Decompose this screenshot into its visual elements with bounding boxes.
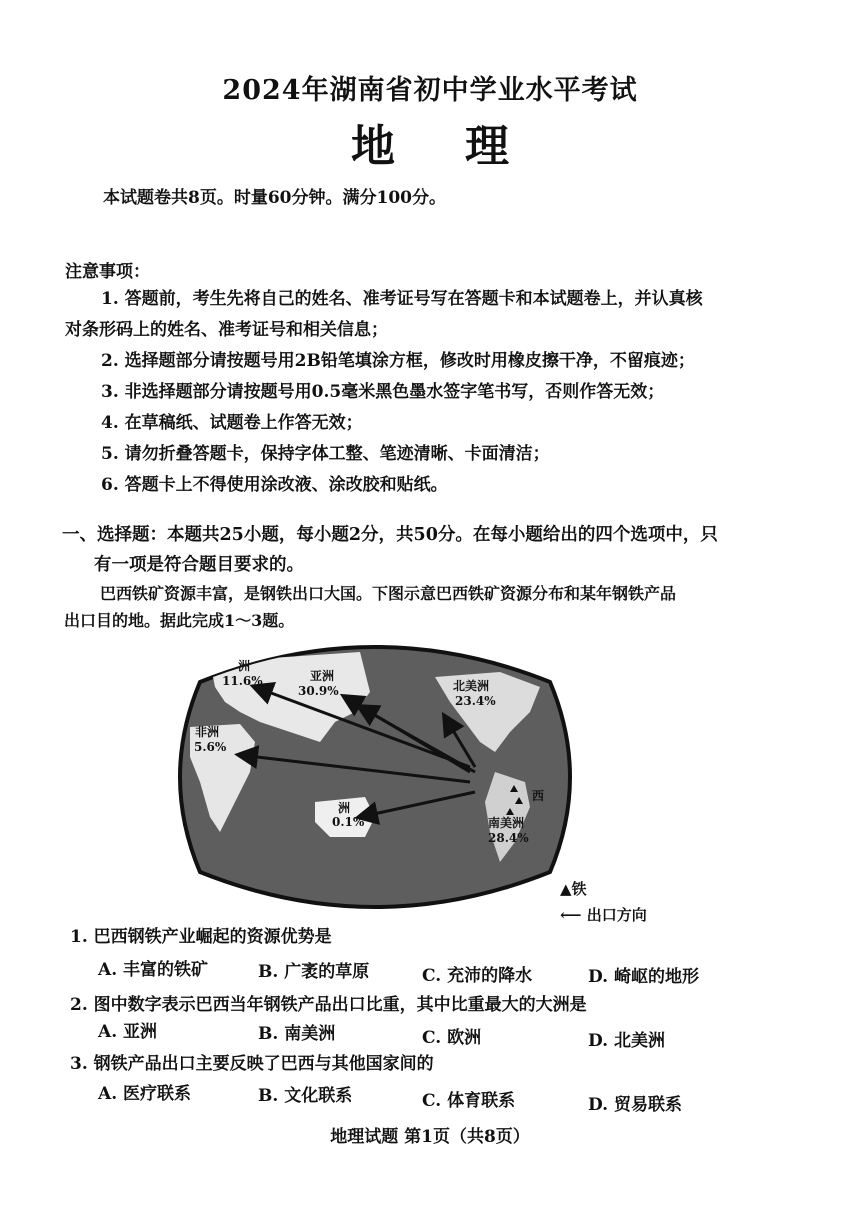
question-stem: 1. 巴西钢铁产业崛起的资源优势是 (70, 927, 332, 947)
notice-item: 5. 请勿折叠答题卡，保持字体工整、笔迹清晰、卡面清洁； (101, 444, 550, 464)
label-oceania: 洲 (338, 801, 351, 815)
question-option: C. 充沛的降水 (422, 966, 533, 986)
label-africa-pct: 5.6% (194, 740, 227, 754)
question-option: B. 文化联系 (258, 1086, 353, 1106)
notice-item: 3. 非选择题部分请按题号用0.5毫米黑色墨水签字笔书写，否则作答无效； (101, 382, 665, 402)
question-option: A. 丰富的铁矿 (98, 960, 209, 980)
label-europe: 洲 (238, 659, 251, 673)
question-intro (64, 580, 764, 634)
label-namerica-pct: 23.4% (455, 694, 496, 708)
label-asia-pct: 30.9% (298, 684, 339, 698)
question-option: C. 体育联系 (422, 1091, 516, 1111)
question-option: A. 医疗联系 (98, 1084, 192, 1104)
label-samerica: 南美洲 (488, 816, 525, 830)
notice-item: 2. 选择题部分请按题号用2B铅笔填涂方框，修改时用橡皮擦干净，不留痕迹； (101, 351, 695, 371)
question-stem: 3. 钢铁产品出口主要反映了巴西与其他国家间的 (70, 1054, 434, 1074)
world-map-figure (170, 632, 580, 922)
legend-export (560, 902, 647, 928)
section-heading-line1: 一、选择题：本题共25小题，每小题2分，共50分。在每小题给出的四个选项中，只 (62, 525, 718, 545)
exam-info: 本试题卷共8页。时量60分钟。满分100分。 (103, 188, 446, 208)
label-brazil: 西 (532, 789, 545, 803)
map-legend (560, 876, 647, 928)
question-option: D. 贸易联系 (588, 1095, 682, 1115)
legend-iron: ▲铁 (560, 880, 587, 898)
question-option: D. 北美洲 (588, 1031, 665, 1051)
notice-item: 6. 答题卡上不得使用涂改液、涂改胶和贴纸。 (101, 475, 448, 495)
notice-item: 4. 在草稿纸、试题卷上作答无效； (101, 413, 363, 433)
label-africa: 非洲 (195, 725, 220, 739)
question-stem: 2. 图中数字表示巴西当年钢铁产品出口比重，其中比重最大的大洲是 (70, 995, 587, 1015)
question-option: C. 欧洲 (422, 1028, 482, 1048)
section-heading-line2: 有一项是符合题目要求的。 (94, 555, 304, 575)
label-samerica-pct: 28.4% (488, 831, 529, 845)
question-option: A. 亚洲 (98, 1022, 158, 1042)
world-map (170, 632, 580, 922)
page-footer: 地理试题 第1页（共8页） (330, 1127, 530, 1147)
notice-item: 1. 答题前，考生先将自己的姓名、准考证号写在答题卡和本试题卷上，并认真核 (101, 289, 703, 309)
question-option: B. 南美洲 (258, 1024, 336, 1044)
legend-export-label: 出口方向 (586, 906, 647, 924)
intro-line2: 出口目的地。据此完成1～3题。 (64, 611, 295, 630)
question-option: D. 崎岖的地形 (588, 967, 699, 987)
notice-list (65, 284, 765, 501)
label-namerica: 北美洲 (453, 679, 490, 693)
label-europe-pct: 11.6% (222, 674, 263, 688)
arrow-left-icon: ⟵ (560, 906, 582, 924)
question-option: B. 广袤的草原 (258, 962, 370, 982)
label-oceania-pct: 0.1% (332, 815, 365, 829)
notice-item-continuation: 对条形码上的姓名、准考证号和相关信息； (65, 320, 388, 340)
subject-title: 地理 (351, 121, 579, 172)
intro-line1: 巴西铁矿资源丰富，是钢铁出口大国。下图示意巴西铁矿资源分布和某年钢铁产品 (100, 584, 677, 603)
label-asia: 亚洲 (310, 669, 335, 683)
section-heading (62, 520, 772, 580)
notice-heading: 注意事项： (65, 262, 150, 282)
exam-title: 2024年湖南省初中学业水平考试 (222, 75, 638, 106)
